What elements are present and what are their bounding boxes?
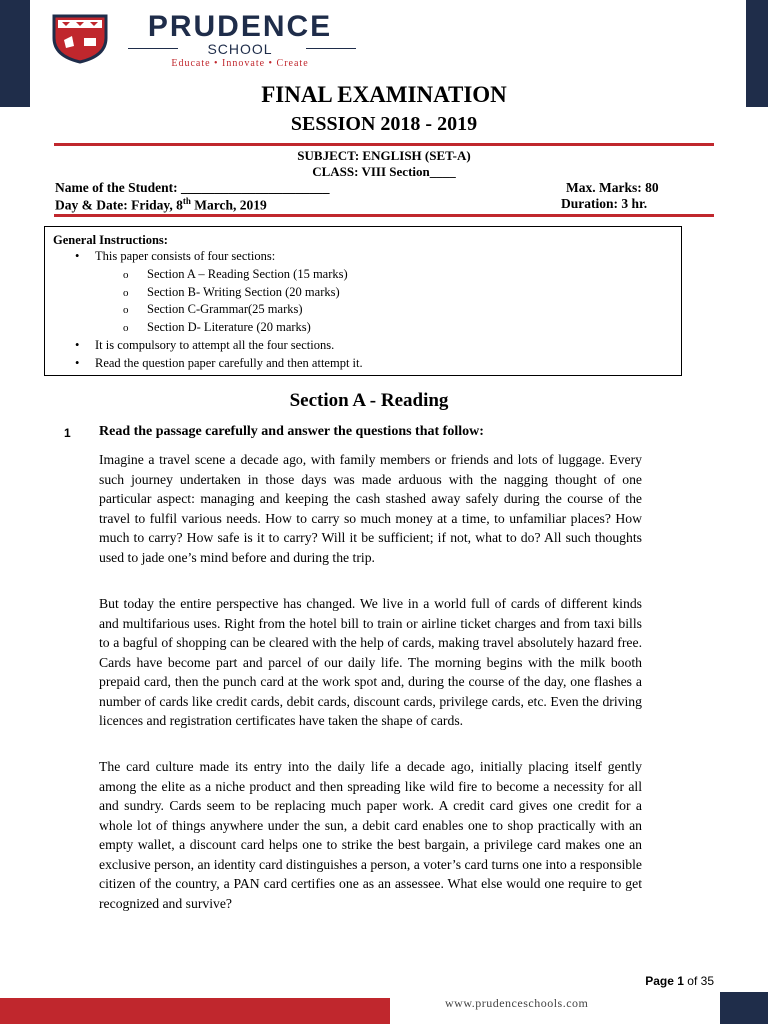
instruction-subitem	[123, 267, 348, 282]
exam-duration: Duration: 3 hr.	[561, 196, 648, 211]
bullet-icon: •	[75, 249, 80, 263]
max-marks: Max. Marks: 80	[566, 180, 659, 195]
page-total: of 35	[687, 974, 714, 988]
passage-paragraph-3: The card culture made its entry into the daily life a decade ago, initially placing itself gently among the elite as a niche product and then spreading like wild fire to become a necessity for all and sundry. Cards seem to be replacing much paper work. A credit card gives one credit for a whole lot of things anywhere under the sun, a debit card enables one to shop practically with an empty wallet, a discount card helps one to strike the best bargain, a privilege card makes one an exclusive person, an identity card distinguishes a person, a voter’s card turns one into a responsible citizen of the country, a PAN card certifies one as an assessee. What else would one require to get recognized and survive?	[99, 759, 642, 911]
instruction-text: It is compulsory to attempt all the four sections.	[95, 338, 335, 352]
bullet-icon: •	[75, 338, 80, 352]
exam-class: CLASS: VIII Section____	[312, 164, 456, 179]
student-name-line: Name of the Student: ______________________	[55, 180, 330, 195]
general-instructions-box	[44, 226, 682, 376]
header-rule-bottom	[54, 214, 714, 217]
instruction-subitem	[123, 320, 311, 335]
instruction-subitem-text: Section B- Writing Section (20 marks)	[147, 285, 340, 299]
school-subtitle: SCHOOL	[207, 41, 273, 57]
circle-bullet-icon: o	[123, 287, 129, 299]
question-prompt: Read the passage carefully and answer the questions that follow:	[99, 424, 484, 439]
exam-date-suffix: March, 2019	[190, 197, 267, 213]
exam-session: SESSION 2018 - 2019	[290, 113, 478, 135]
wordmark-divider-left	[128, 48, 178, 49]
school-logo	[50, 10, 380, 70]
passage-paragraph-2: But today the entire perspective has changed. We live in a world full of cards of different kinds and multifarious uses. Right from the hotel bill to train or airline ticket charges and from taxi bills to a bagful of shopping can be cleared with the help of cards, making travel absolutely hazard free. Cards have become part and parcel of our daily life. The morning begins with the milk booth prepaid card, then the punch card at the work spot and, during the course of the day, one flashes a number of cards like credit cards, debit cards, discount cards, privilege cards, etc. Even the driving licences and registration certificates have taken the shape of cards.	[99, 596, 642, 728]
circle-bullet-icon: o	[123, 269, 129, 281]
instruction-subitem-text: Section D- Literature (20 marks)	[147, 320, 311, 334]
instruction-subitem	[123, 302, 303, 317]
question-number: 1	[64, 426, 71, 440]
exam-date	[55, 196, 267, 214]
school-tagline: Educate • Innovate • Create	[171, 58, 309, 69]
page-label: Page	[645, 974, 674, 988]
footer-website: www.prudenceschools.com	[445, 996, 589, 1010]
exam-subject: SUBJECT: ENGLISH (SET-A)	[297, 148, 471, 163]
circle-bullet-icon: o	[123, 322, 129, 334]
instructions-heading: General Instructions:	[53, 233, 168, 247]
bullet-icon: •	[75, 356, 80, 370]
instruction-item	[75, 356, 363, 371]
page-number	[645, 974, 714, 988]
passage-paragraph-1: Imagine a travel scene a decade ago, with family members or friends and lots of luggage. Every such journey undertaken in those days was made arduous with the nagging thought of one particular aspect: managing and keeping the cash stashed away safely during the course of the travel to fulfil various needs. How to carry so much money at a time, to unfamiliar places? How much to carry? How safe is it to carry? Will it be sufficient; if not, what to do? All such thoughts used to jade one’s mind before and during the trip.	[99, 452, 642, 565]
wordmark-divider-right	[306, 48, 356, 49]
instruction-item	[75, 249, 275, 264]
exam-date-prefix: Day & Date: Friday, 8	[55, 197, 183, 213]
page-current: 1	[677, 974, 684, 988]
instruction-subitem-text: Section C-Grammar(25 marks)	[147, 302, 303, 316]
instruction-text: Read the question paper carefully and then attempt it.	[95, 356, 363, 370]
exam-date-sup: th	[182, 196, 191, 206]
instruction-item	[75, 338, 334, 353]
school-name: PRUDENCE	[147, 10, 333, 43]
section-a-heading: Section A - Reading	[289, 390, 449, 411]
instruction-subitem-text: Section A – Reading Section (15 marks)	[147, 267, 348, 281]
circle-bullet-icon: o	[123, 304, 129, 316]
footer-navy-bar	[720, 992, 768, 1024]
school-crest-icon	[50, 14, 110, 64]
footer-red-bar	[0, 998, 390, 1024]
header-rule-top	[54, 143, 714, 146]
instruction-text: This paper consists of four sections:	[95, 249, 276, 263]
instruction-subitem	[123, 285, 340, 300]
exam-title: FINAL EXAMINATION	[261, 82, 507, 107]
